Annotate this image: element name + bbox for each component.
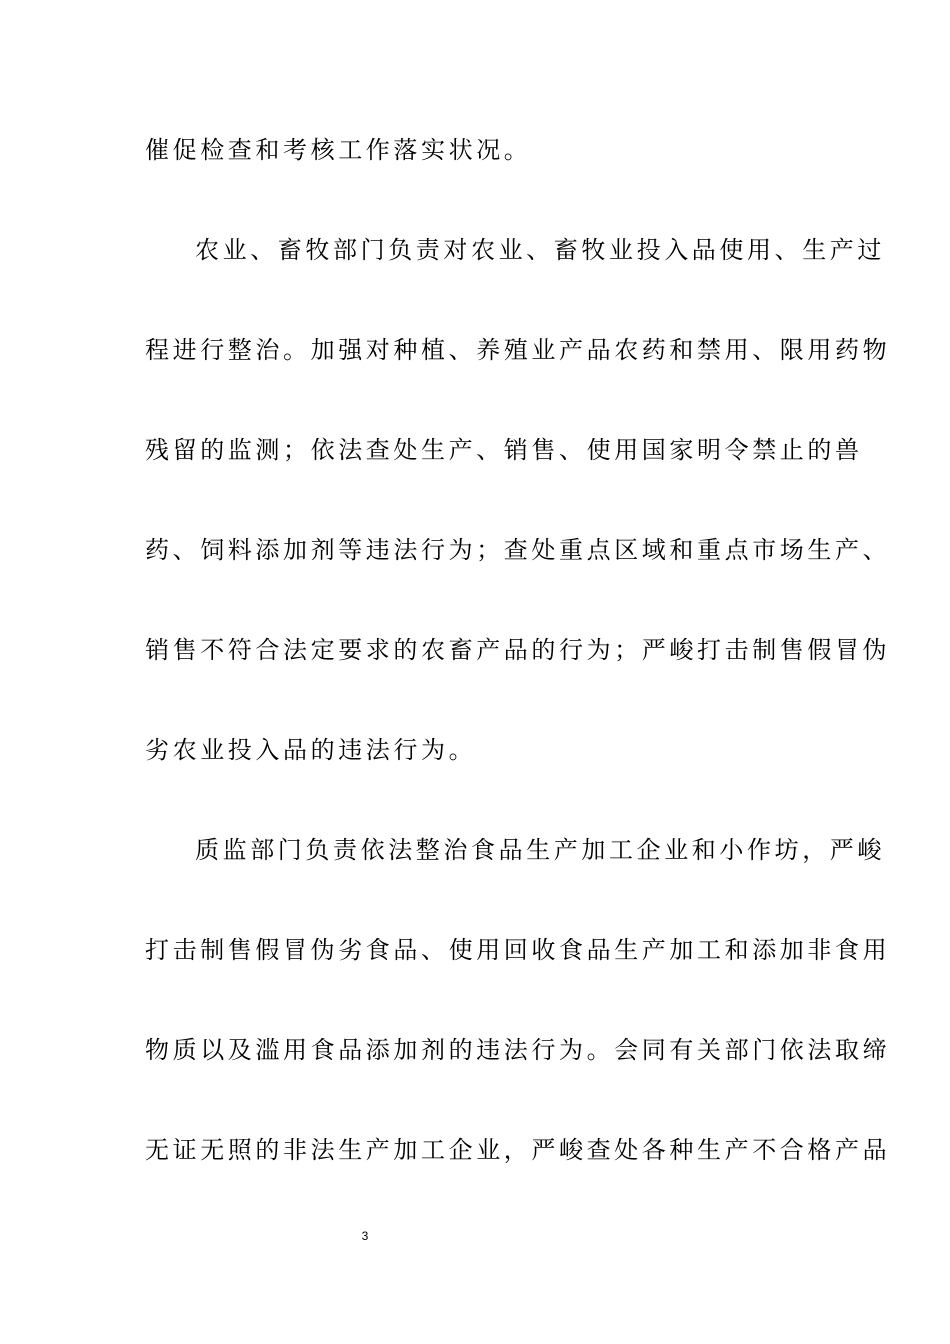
text-line-1: 催促检查和考核工作落实状况。 bbox=[145, 136, 532, 164]
text-line-4: 残留的监测；依法查处生产、销售、使用国家明令禁止的兽 bbox=[145, 436, 863, 464]
text-line-11: 无证无照的非法生产加工企业，严峻查处各种生产不合格产品 bbox=[145, 1136, 891, 1164]
page-number: 3 bbox=[361, 1229, 369, 1243]
text-line-6: 销售不符合法定要求的农畜产品的行为；严峻打击制售假冒伪 bbox=[145, 636, 891, 664]
text-line-3: 程进行整治。加强对种植、养殖业产品农药和禁用、限用药物 bbox=[145, 336, 891, 364]
text-line-9: 打击制售假冒伪劣食品、使用回收食品生产加工和添加非食用 bbox=[145, 936, 891, 964]
text-line-8: 质监部门负责依法整治食品生产加工企业和小作坊，严峻 bbox=[195, 836, 885, 864]
text-line-7: 劣农业投入品的违法行为。 bbox=[145, 736, 477, 764]
text-line-5: 药、饲料添加剂等违法行为；查处重点区域和重点市场生产、 bbox=[145, 536, 891, 564]
text-line-10: 物质以及滥用食品添加剂的违法行为。会同有关部门依法取缔 bbox=[145, 1036, 891, 1064]
text-line-2: 农业、畜牧部门负责对农业、畜牧业投入品使用、生产过 bbox=[195, 236, 885, 264]
